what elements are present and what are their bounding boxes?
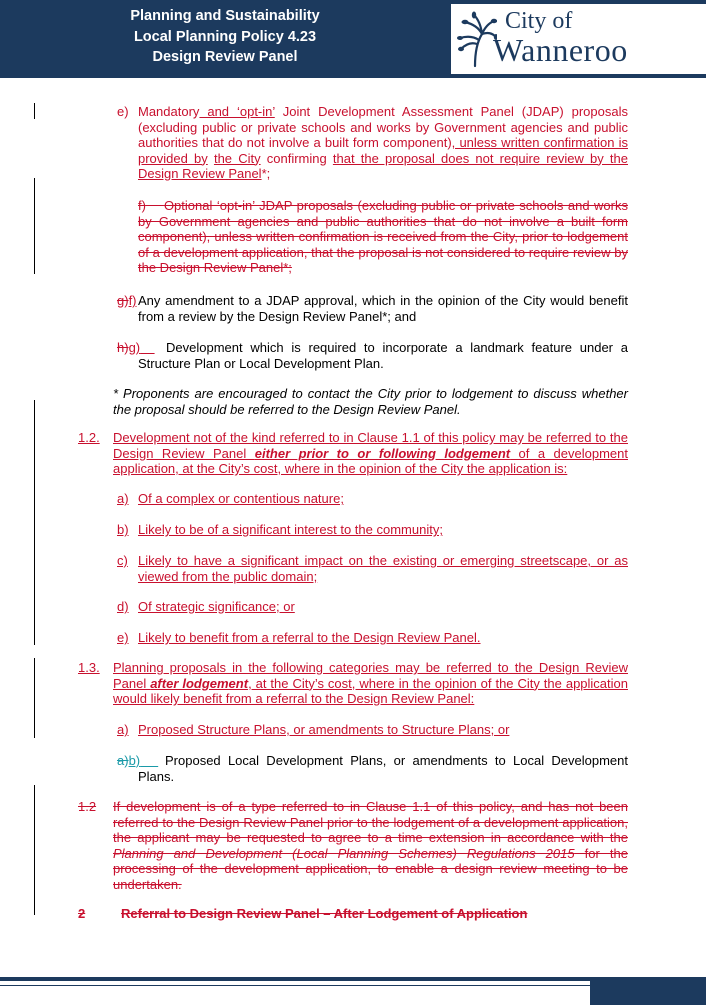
clause-1-2-item-d: Of strategic significance; or [138, 599, 295, 614]
page-header [0, 0, 706, 78]
deleted-clause-1-2-intro: If development is of a type referred to in Clause 1.1 of this policy, and has not been referred to the Design Review Panel prior to the lodgement of a development application, the applicant may be requested to agree to a time extension in accordance with the [113, 799, 628, 845]
header-title-line2: Local Planning Policy 4.23 [133, 28, 317, 45]
item-e-paragraph [138, 104, 628, 182]
clause-1-2-intro: Development not of the kind referred to in Clause 1.1 of this policy may be referred to the Design Review Panel [113, 430, 628, 461]
item-e-insert: that the proposal does not require review by the Design Review Panel [138, 150, 628, 181]
clause-1-2-item-a-label: a) [117, 491, 129, 506]
item-f-label [117, 293, 137, 309]
logo-text-wanneroo: Wanneroo [493, 32, 628, 68]
clause-1-3-item-a: Proposed Structure Plans, or amendments to Structure Plans; or [138, 722, 510, 737]
item-g-old-label: h) [117, 340, 129, 355]
kangaroo-paw-emblem-icon [455, 10, 497, 68]
clause-1-2-item-c: Likely to have a significant impact on the existing or emerging streetscape, or as viewed from the public domain; [138, 553, 628, 584]
item-e-label: e) [117, 104, 129, 119]
change-bar [34, 785, 35, 915]
item-g-text: Development which is required to incorporate a landmark feature under a Structure Plan or Local Development Plan. [138, 340, 628, 371]
deleted-heading-2-text: Referral to Design Review Panel – After Lodgement of Application [121, 906, 528, 921]
deleted-clause-1-2-text [113, 799, 628, 892]
clause-1-3-item-a-label: a) [117, 722, 129, 737]
header-title-line1: Planning and Sustainability [130, 8, 320, 24]
item-f-text: Any amendment to a JDAP approval, which in the opinion of the City would benefit from a review by the Design Review Panel*; and [138, 293, 628, 324]
clause-1-2-emphasis: either prior to or following lodgement [254, 445, 511, 461]
deleted-item-f-label: f) [138, 198, 146, 213]
clause-1-2-item-e-label: e) [117, 630, 129, 645]
header-title [0, 6, 450, 68]
deleted-heading-2-number: 2 [78, 906, 86, 921]
logo-text-city-of: City of [505, 8, 573, 34]
footer-block [590, 981, 706, 1005]
item-e-insert: , unless written confirmation is provided by [138, 135, 628, 166]
change-bar [34, 178, 35, 274]
clause-1-2-item-e: Likely to benefit from a referral to the Design Review Panel. [138, 630, 481, 645]
deleted-clause-1-2-number: 1.2 [78, 799, 97, 814]
clause-1-2-item-d-label: d) [117, 599, 129, 614]
clause-1-2-item-a: Of a complex or contentious nature; [138, 491, 344, 506]
item-f-new-label: f) [128, 293, 137, 308]
change-bar [34, 658, 35, 738]
deleted-clause-1-2-regulation: Planning and Development (Local Planning Schemes) Regulations 2015 [113, 845, 575, 861]
clause-1-3-text [113, 660, 628, 707]
change-bar [34, 400, 35, 645]
clause-1-2-text [113, 430, 628, 477]
clause-1-2-item-c-label: c) [117, 553, 128, 568]
deleted-clause-1-2-rest: for the processing of the development application, to enable a design review meeting to be undertaken. [113, 845, 628, 892]
clause-1-2-item-b: Likely to be of a significant interest to the community; [138, 522, 443, 537]
item-e-insert: and ‘opt-in’ [199, 104, 275, 119]
clause-1-2-rest: of a development application, at the City’s cost, where in the opinion of the City the application is: [113, 445, 628, 476]
item-e-text: confirming [260, 150, 333, 166]
clause-1-3-number: 1.3. [78, 660, 100, 675]
clause-1-3-item-b-old-label: a) [117, 753, 129, 768]
clause-1-3-intro: Planning proposals in the following categories may be referred to the Design Review Panel [113, 660, 628, 691]
clause-1-3-item-b-new-label: b) [128, 753, 141, 768]
header-title-line3: Design Review Panel [152, 49, 298, 65]
item-g-new-label: g) [128, 340, 141, 355]
deleted-item-f-text: Optional ‘opt-in’ JDAP proposals (excluding public or private schools and works by Government agencies and public authorities that do not involve a built form component), unless written confirmation is received from the City, prior to lodgement of a development application, that the proposal is not considered to require review by the Design Review Panel*; [138, 198, 628, 275]
item-e-insert: the City [213, 150, 261, 166]
footnote: * Proponents are encouraged to contact the City prior to lodgement to discuss whether the proposal should be referred to the Design Review Panel. [113, 386, 628, 417]
item-e-text: Joint Development Assessment Panel (JDAP) proposals (excluding public or private schools and works by Government agencies and public authorities that do not involve a built form component) [138, 104, 628, 150]
clause-1-3-item-b: Proposed Local Development Plans, or amendments to Local Development Plans. [138, 753, 628, 784]
item-e-text: Mandatory [138, 104, 200, 119]
item-e-text: *; [261, 166, 271, 181]
clause-1-2-item-b-label: b) [117, 522, 129, 537]
clause-1-2-number: 1.2. [78, 430, 100, 445]
clause-1-3-rest: , at the City’s cost, where in the opinion of the City the application would likely benefit from a referral to the Design Review Panel: [113, 675, 628, 706]
change-bar [34, 103, 35, 119]
city-logo [451, 4, 706, 74]
item-f-old-label: g) [117, 293, 129, 308]
clause-1-3-emphasis: after lodgement [150, 675, 249, 691]
deleted-item-f [138, 198, 628, 276]
footer-rule-thin [0, 985, 590, 986]
